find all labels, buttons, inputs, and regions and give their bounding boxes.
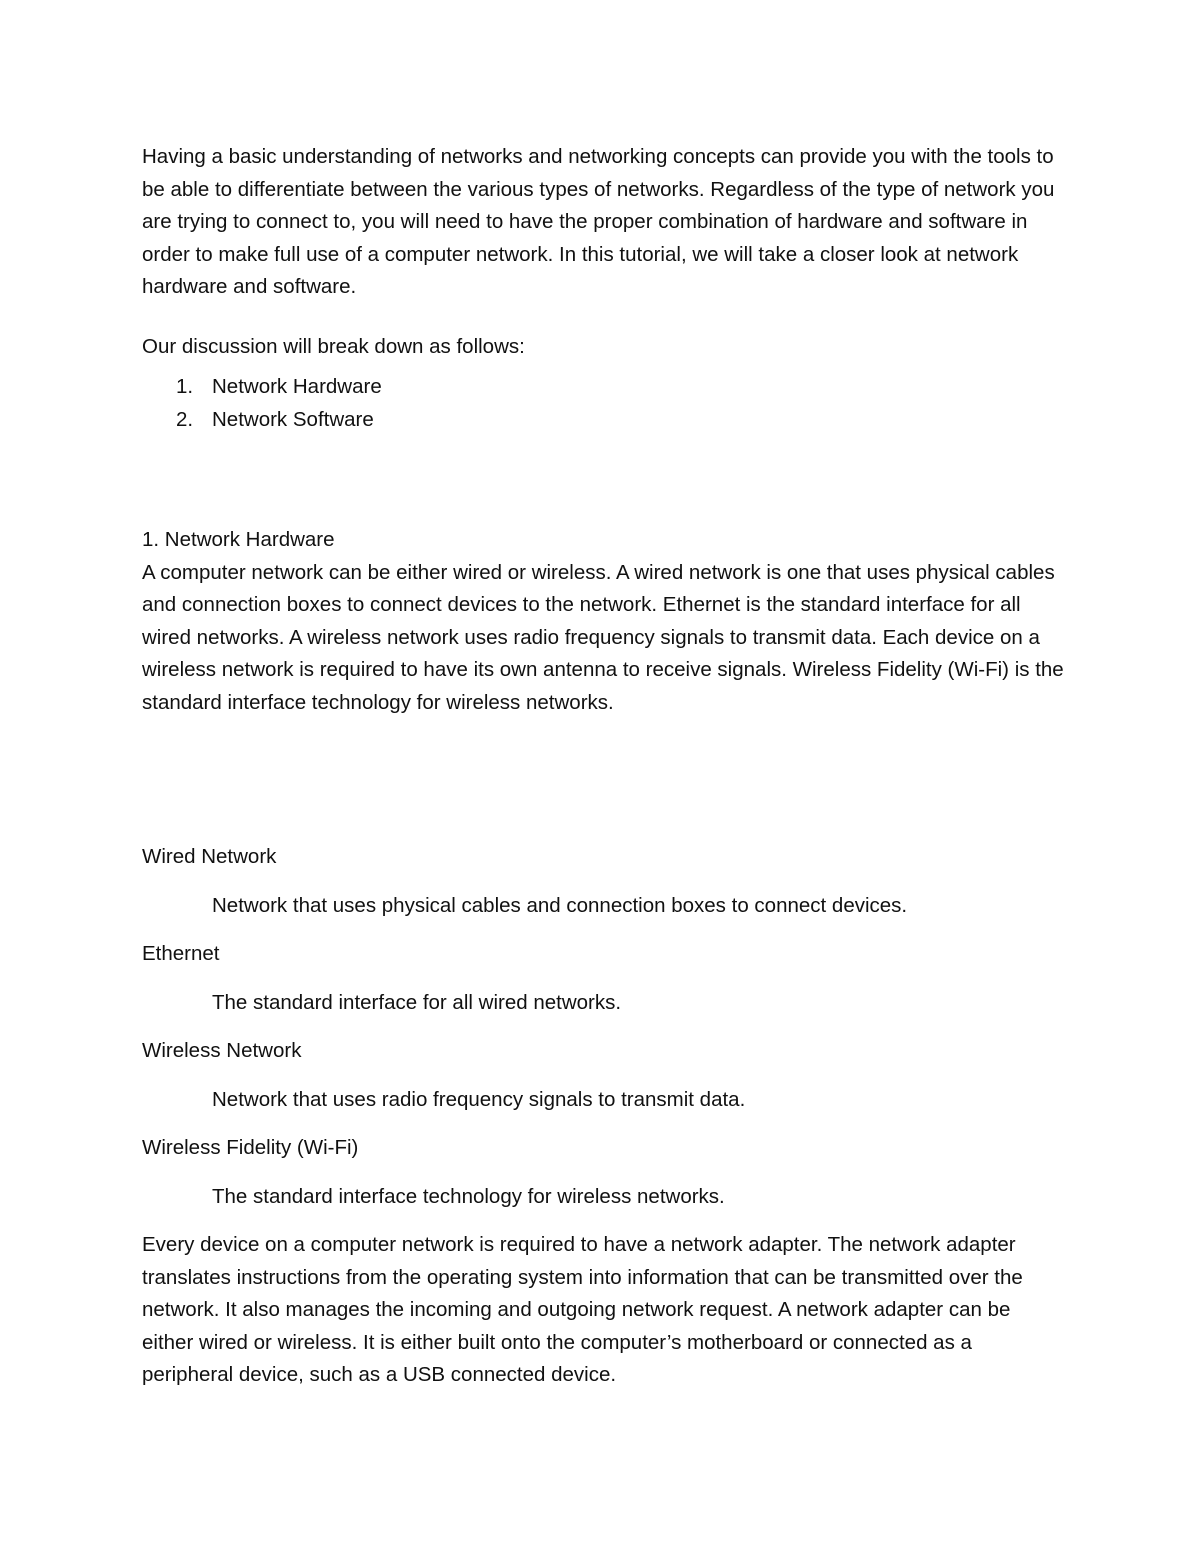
term-definition: Network that uses physical cables and connection boxes to connect devices. [212,893,908,917]
discussion-lead: Our discussion will break down as follows: [142,334,525,358]
list-number: 2. [176,407,194,431]
term-title: Wireless Network [142,1039,302,1062]
section-paragraph: A computer network can be either wired or wireless. A wired network is one that uses physical cables and connection boxes to connect devices to the network. Ethernet is the standard interface for all wired networks. A wireless network uses radio frequency signals to transmit data. Each device on a wireless network is required to have its own antenna to receive signals. Wireless Fidelity (Wi-Fi) is the standard interface technology for wireless networks. [142,560,1064,714]
term-definition: The standard interface for all wired networks. [212,990,622,1014]
term-list [142,841,1067,1213]
document-body [142,141,1067,1392]
outline-list [142,371,1067,436]
term-definition: The standard interface technology for wireless networks. [212,1184,725,1208]
term-definition: Network that uses radio frequency signals to transmit data. [212,1087,746,1111]
term-title: Ethernet [142,942,220,965]
section-heading: 1. Network Hardware [142,528,335,551]
list-item [142,404,1067,437]
term-title: Wired Network [142,845,277,868]
spacer [142,719,1067,841]
term-title: Wireless Fidelity (Wi-Fi) [142,1136,359,1159]
spacer [142,436,1067,524]
list-number: 1. [176,375,194,398]
list-label: Network Software [212,407,374,431]
closing-paragraph: Every device on a computer network is required to have a network adapter. The network adapter translates instructions from the operating system into information that can be transmitted over the network. It also manages the incoming and outgoing network request. A network adapter can be either wired or wireless. It is either built onto the computer’s motherboard or connected as a peripheral device, such as a USB connected device. [142,1233,1023,1386]
intro-paragraph: Having a basic understanding of networks and networking concepts can provide you with the tools to be able to differentiate between the various types of networks. Regardless of the type of network you are trying to connect to, you will need to have the proper combination of hardware and software in order to make full use of a computer network. In this tutorial, we will take a closer look at network hardware and software. [142,145,1055,298]
list-label: Network Hardware [212,375,382,398]
list-item [142,371,1067,404]
